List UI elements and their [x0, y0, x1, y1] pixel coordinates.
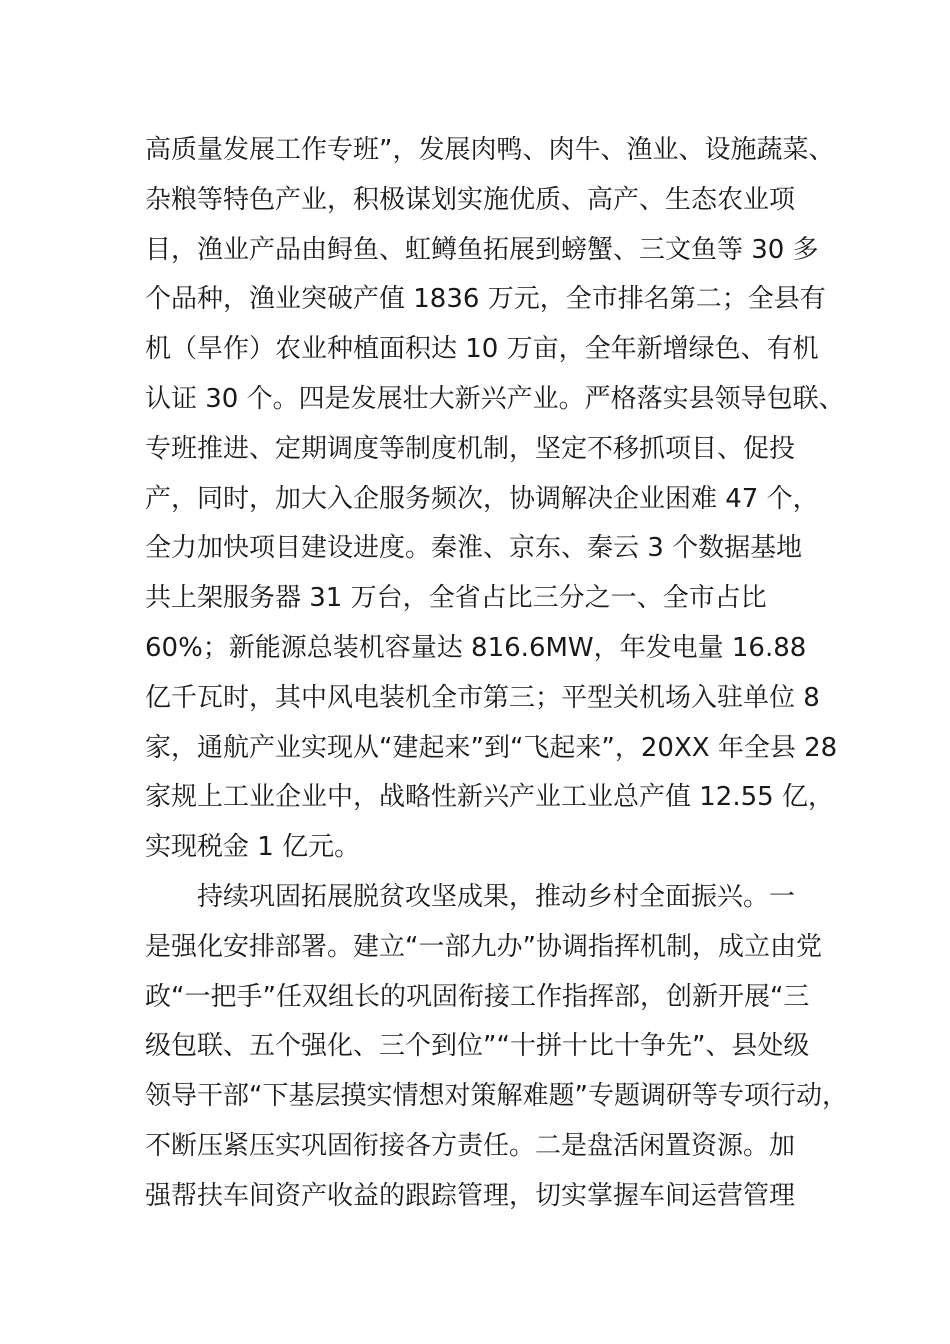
text-line: 级包联、五个强化、三个到位”“十拼十比十争先”、县处级: [145, 1031, 810, 1062]
text-line: 目，渔业产品由鲟鱼、虹鳟鱼拓展到螃蟹、三文鱼等 30 多: [145, 234, 819, 265]
text-line-indented: 持续巩固拓展脱贫攻坚成果，推动乡村全面振兴。一: [197, 881, 796, 912]
paragraph-2: [145, 873, 848, 1222]
text-line: 60%；新能源总装机容量达 816.6MW，年发电量 16.88: [145, 632, 807, 663]
text-line: 杂粮等特色产业，积极谋划实施优质、高产、生态农业项: [145, 184, 796, 215]
text-line: 亿千瓦时，其中风电装机全市第三；平型关机场入驻单位 8: [145, 682, 820, 713]
text-line: 强帮扶车间资产收益的跟踪管理，切实掌握车间运营管理: [145, 1180, 796, 1211]
text-line: 高质量发展工作专班”，发展肉鸭、肉牛、渔业、设施蔬菜、: [145, 135, 835, 165]
text-line: 领导干部“下基层摸实情想对策解难题”专题调研等专项行动，: [145, 1081, 848, 1112]
document-body: [145, 126, 848, 1222]
text-line: 产，同时，加大入企服务频次，协调解决企业困难 47 个，: [145, 483, 819, 514]
text-line: 实现税金 1 亿元。: [145, 832, 361, 863]
text-line: 家规上工业企业中，战略性新兴产业工业总产值 12.55 亿，: [145, 782, 834, 813]
text-line: 家，通航产业实现从“建起来”到“飞起来”，20XX 年全县 28: [145, 732, 838, 763]
text-line: 全力加快项目建设进度。秦淮、京东、秦云 3 个数据基地: [145, 533, 803, 564]
text-line: 个品种，渔业突破产值 1836 万元，全市排名第二；全县有: [145, 284, 826, 315]
text-line: 是强化安排部署。建立“一部九办”协调指挥机制，成立由党: [145, 931, 822, 962]
text-line: 认证 30 个。四是发展壮大新兴产业。严格落实县领导包联、: [145, 383, 845, 414]
text-line: 机（旱作）农业种植面积达 10 万亩，全年新增绿色、有机: [145, 334, 819, 365]
text-line: 共上架服务器 31 万台，全省占比三分之一、全市占比: [145, 583, 767, 614]
text-line: 政“一把手”任双组长的巩固衔接工作指挥部，创新开展“三: [145, 981, 810, 1012]
paragraph-1: [145, 126, 845, 873]
text-line: 专班推进、定期调度等制度机制，坚定不移抓项目、促投: [145, 433, 796, 464]
text-line: 不断压紧压实巩固衔接各方责任。二是盘活闲置资源。加: [145, 1130, 796, 1161]
